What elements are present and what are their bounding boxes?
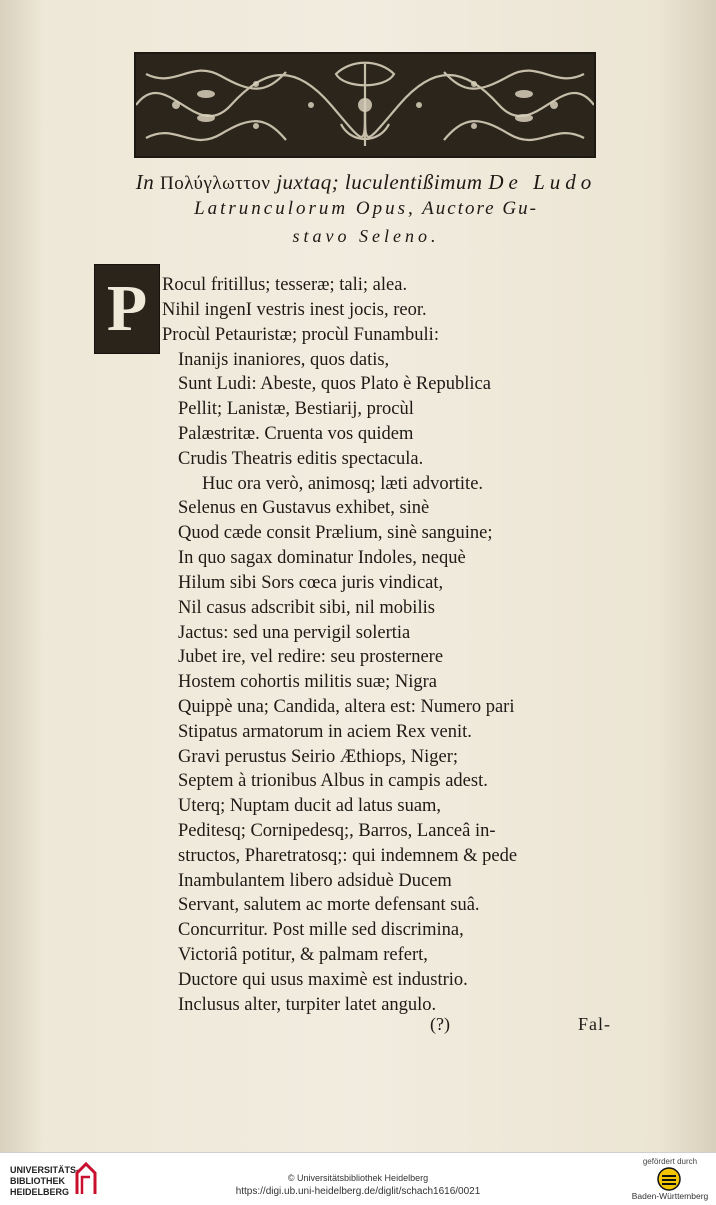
ub-heidelberg-logo-icon[interactable] — [74, 1161, 98, 1201]
verse-line: Sunt Ludi: Abeste, quos Plato è Republica — [178, 374, 491, 394]
verse-line: Hilum sibi Sors cœca juris vindicat, — [178, 573, 444, 593]
verse-line: Palæstritæ. Cruenta vos quidem — [178, 424, 414, 444]
verse-line: Jubet ire, vel redire: seu prosternere — [178, 647, 444, 667]
verse-line: Peditesq; Cornipedesq;, Barros, Lanceâ in- — [178, 821, 496, 841]
verse-line: Selenus en Gustavus exhibet, sinè — [178, 498, 430, 518]
title-greek-word: Πολύγλωττον — [159, 173, 271, 194]
title-auctore: Auctore Gu- — [422, 198, 538, 219]
title-middle: juxtaq; luculentißimum — [276, 170, 483, 194]
sponsor-name: Baden-Württemberg — [631, 1191, 709, 1201]
permalink-url[interactable]: https://digi.ub.uni-heidelberg.de/diglit/schach1616/0021 — [235, 1186, 481, 1197]
viewer-footer — [0, 1152, 716, 1205]
verse-line: Ductore qui usus maximè est industrio. — [178, 970, 468, 990]
verse-line: Nil casus adscribit sibi, nil mobilis — [178, 598, 435, 618]
title-latrunculorum: Latrunculorum Opus, — [194, 198, 416, 219]
verse-line: Concurritur. Post mille sed discrimina, — [178, 920, 464, 940]
verse-line: Servant, salutem ac morte defensant suâ. — [178, 895, 480, 915]
title-de-ludo: De Ludo — [488, 170, 597, 194]
signature-mark: (?) — [430, 1014, 450, 1034]
initial-letter: P — [106, 272, 148, 345]
verse-line: Victoriâ potitur, & palmam refert, — [178, 945, 428, 965]
verse-line: Hostem cohortis militis suæ; Nigra — [178, 672, 437, 692]
verse-line: Crudis Theatris editis spectacula. — [178, 449, 424, 469]
verse-line: Rocul fritillus; tesseræ; tali; alea. — [162, 275, 408, 295]
title-line-2 — [96, 198, 636, 220]
sponsor-label: gefördert durch — [642, 1157, 698, 1166]
verse-line: Inambulantem libero adsiduè Ducem — [178, 871, 452, 891]
verse-line: Jactus: sed una pervigil solertia — [178, 623, 411, 643]
title-prefix: In — [135, 170, 155, 194]
title-line-3: stavo Seleno. — [292, 226, 440, 246]
decorated-initial — [94, 264, 160, 354]
verse-line: Septem à trionibus Albus in campis adest. — [178, 771, 488, 791]
ornamental-headpiece — [134, 52, 596, 158]
verse-line: structos, Pharetratosq;: qui indemnem & pede — [178, 846, 518, 866]
catchword: Fal- — [578, 1014, 611, 1034]
verse-line: In quo sagax dominatur Indoles, nequè — [178, 548, 466, 568]
title-line-1 — [96, 170, 636, 195]
logo-line: HEIDELBERG — [10, 1187, 70, 1197]
verse-line: Uterq; Nuptam ducit ad latus suam, — [178, 796, 442, 816]
verse-line: Quippè una; Candida, altera est: Numero pari — [178, 697, 515, 717]
logo-line: UNIVERSITÄTS- — [10, 1165, 80, 1175]
verse-line: Quod cæde consit Prælium, sinè sanguine; — [178, 523, 493, 543]
verse-line: Gravi perustus Seirio Æthiops, Niger; — [178, 747, 459, 767]
verse-line: Nihil ingenI vestris inest jocis, reor. — [162, 300, 427, 320]
verse-line: Inclusus alter, turpiter latet angulo. — [178, 995, 437, 1015]
verse-line: Inanijs inaniores, quos datis, — [178, 350, 390, 370]
ub-heidelberg-logo-text[interactable] — [10, 1165, 80, 1198]
verse-line: Procùl Petauristæ; procùl Funambuli: — [162, 325, 439, 345]
logo-line: BIBLIOTHEK — [10, 1176, 65, 1186]
verse-line: Huc ora verò, animosq; læti advortite. — [202, 474, 484, 494]
verse-line: Stipatus armatorum in aciem Rex venit. — [178, 722, 472, 742]
copyright-notice: © Universitätsbibliothek Heidelberg — [287, 1173, 429, 1183]
verse-line: Pellit; Lanistæ, Bestiarij, procùl — [178, 399, 414, 419]
